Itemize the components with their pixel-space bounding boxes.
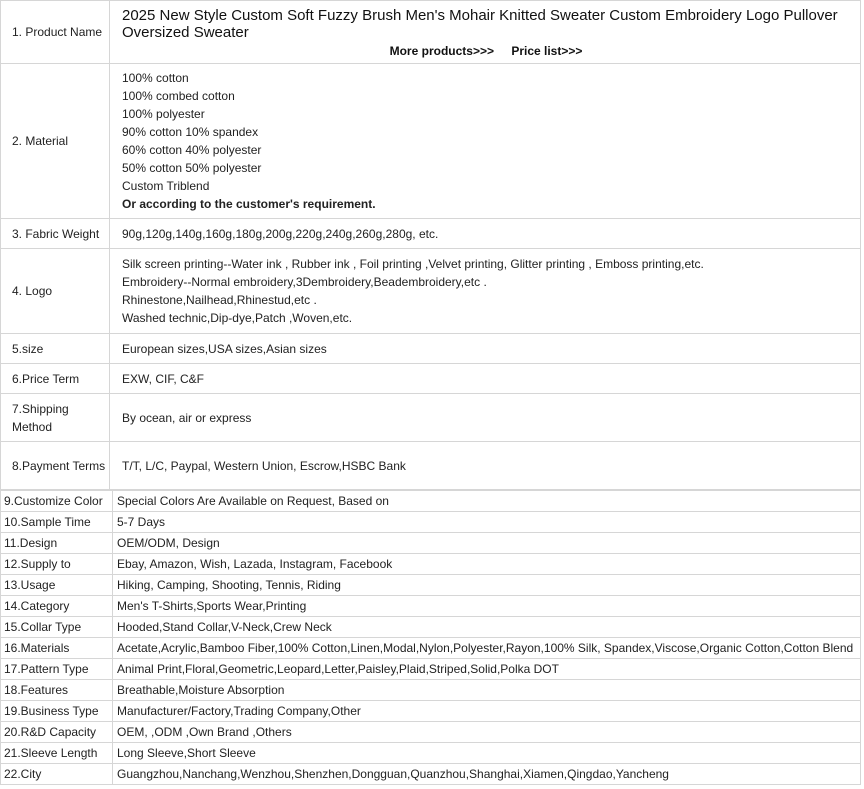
spec-row xyxy=(1,743,861,764)
spec-row xyxy=(1,638,861,659)
price-list-link[interactable]: Price list>>> xyxy=(511,43,583,58)
material-line: 100% polyester xyxy=(122,107,205,121)
spec-value: Hooded,Stand Collar,V-Neck,Crew Neck xyxy=(113,617,861,638)
spec-label: 20.R&D Capacity xyxy=(1,722,113,743)
logo-line: Silk screen printing--Water ink , Rubber ink , Foil printing ,Velvet printing, Glitter printing , Emboss printing,etc. xyxy=(122,257,704,271)
spec-label: 10.Sample Time xyxy=(1,512,113,533)
spec-label: 6.Price Term xyxy=(1,364,110,394)
spec-label: 22.City xyxy=(1,764,113,785)
spec-label: 19.Business Type xyxy=(1,701,113,722)
spec-row-material xyxy=(1,64,861,219)
spec-row xyxy=(1,554,861,575)
spec-value: Hiking, Camping, Shooting, Tennis, Riding xyxy=(113,575,861,596)
spec-label: 5.size xyxy=(1,334,110,364)
spec-label: 2. Material xyxy=(1,64,110,219)
spec-row xyxy=(1,617,861,638)
spec-row xyxy=(1,491,861,512)
spec-value-logo xyxy=(110,249,861,334)
spec-row-fabric-weight xyxy=(1,219,861,249)
spec-row-payment xyxy=(1,442,861,490)
material-line: 60% cotton 40% polyester xyxy=(122,143,262,157)
material-line: Custom Triblend xyxy=(122,179,210,193)
spec-row xyxy=(1,512,861,533)
spec-row-price-term xyxy=(1,364,861,394)
spec-value: Special Colors Are Available on Request, Based on xyxy=(113,491,861,512)
spec-value: Animal Print,Floral,Geometric,Leopard,Letter,Paisley,Plaid,Striped,Solid,Polka DOT xyxy=(113,659,861,680)
logo-line: Rhinestone,Nailhead,Rhinestud,etc . xyxy=(122,293,317,307)
spec-row xyxy=(1,722,861,743)
spec-value: T/T, L/C, Paypal, Western Union, Escrow,HSBC Bank xyxy=(110,442,861,490)
material-requirement-note: Or according to the customer's requirement. xyxy=(122,197,376,211)
more-products-link[interactable]: More products>>> xyxy=(389,43,494,58)
spec-label: 9.Customize Color xyxy=(1,491,113,512)
spec-label: 3. Fabric Weight xyxy=(1,219,110,249)
spec-value: Long Sleeve,Short Sleeve xyxy=(113,743,861,764)
logo-line: Embroidery--Normal embroidery,3Dembroidery,Beadembroidery,etc . xyxy=(122,275,487,289)
spec-label: 14.Category xyxy=(1,596,113,617)
spec-value: 90g,120g,140g,160g,180g,200g,220g,240g,260g,280g, etc. xyxy=(110,219,861,249)
spec-value: OEM/ODM, Design xyxy=(113,533,861,554)
spec-label: 15.Collar Type xyxy=(1,617,113,638)
spec-row xyxy=(1,701,861,722)
spec-row-shipping xyxy=(1,394,861,442)
spec-label: 18.Features xyxy=(1,680,113,701)
spec-label: 21.Sleeve Length xyxy=(1,743,113,764)
spec-table-bottom-body xyxy=(1,491,861,785)
spec-row-product-name xyxy=(1,1,861,64)
spec-value: Acetate,Acrylic,Bamboo Fiber,100% Cotton,Linen,Modal,Nylon,Polyester,Rayon,100% Silk, Spandex,Viscose,Organic Cotton,Cotton Blend xyxy=(113,638,861,659)
spec-row xyxy=(1,680,861,701)
spec-value: Ebay, Amazon, Wish, Lazada, Instagram, Facebook xyxy=(113,554,861,575)
material-line: 100% cotton xyxy=(122,71,189,85)
logo-line: Washed technic,Dip-dye,Patch ,Woven,etc. xyxy=(122,311,353,325)
spec-label: 12.Supply to xyxy=(1,554,113,575)
spec-label: 4. Logo xyxy=(1,249,110,334)
spec-row xyxy=(1,596,861,617)
spec-value: European sizes,USA sizes,Asian sizes xyxy=(110,334,861,364)
material-line: 100% combed cotton xyxy=(122,89,235,103)
spec-label: 11.Design xyxy=(1,533,113,554)
spec-value: 5-7 Days xyxy=(113,512,861,533)
product-links xyxy=(122,42,850,60)
spec-row xyxy=(1,533,861,554)
spec-label: 17.Pattern Type xyxy=(1,659,113,680)
spec-value: OEM, ,ODM ,Own Brand ,Others xyxy=(113,722,861,743)
spec-value: Guangzhou,Nanchang,Wenzhou,Shenzhen,Dongguan,Quanzhou,Shanghai,Xiamen,Qingdao,Yancheng xyxy=(113,764,861,785)
product-title: 2025 New Style Custom Soft Fuzzy Brush Men's Mohair Knitted Sweater Custom Embroidery Logo Pullover Oversized Sweater xyxy=(122,6,838,41)
spec-value: EXW, CIF, C&F xyxy=(110,364,861,394)
spec-value: Manufacturer/Factory,Trading Company,Other xyxy=(113,701,861,722)
spec-row xyxy=(1,575,861,596)
spec-value-product xyxy=(110,1,861,64)
spec-row xyxy=(1,659,861,680)
spec-table-bottom xyxy=(0,490,861,785)
spec-value-material xyxy=(110,64,861,219)
spec-row-size xyxy=(1,334,861,364)
spec-label: 7.Shipping Method xyxy=(1,394,110,442)
material-line: 90% cotton 10% spandex xyxy=(122,125,259,139)
spec-label: 13.Usage xyxy=(1,575,113,596)
material-line: 50% cotton 50% polyester xyxy=(122,161,262,175)
spec-value: Men's T-Shirts,Sports Wear,Printing xyxy=(113,596,861,617)
spec-value: By ocean, air or express xyxy=(110,394,861,442)
spec-label: 1. Product Name xyxy=(1,1,110,64)
spec-row-logo xyxy=(1,249,861,334)
spec-label: 16.Materials xyxy=(1,638,113,659)
spec-label: 8.Payment Terms xyxy=(1,442,110,490)
spec-row xyxy=(1,764,861,785)
spec-value: Breathable,Moisture Absorption xyxy=(113,680,861,701)
